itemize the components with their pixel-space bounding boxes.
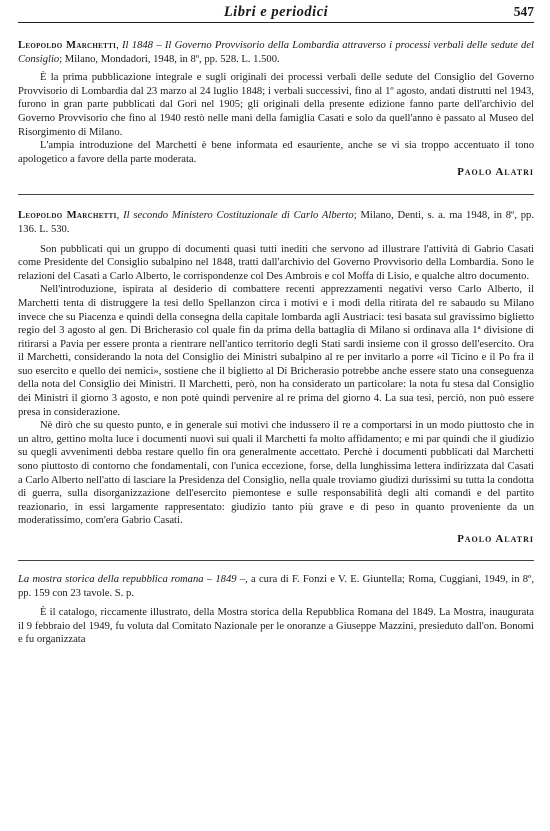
paragraph: Nell'introduzione, ispirata al desiderio di combattere recenti apprezzamenti negativi verso Carlo Alberto, il Marchetti tenta di distruggere la tesi dello Spellanzon circa i motivi e i modi della ritirata del re sabaudo su Milano invece che su Piacenza e quindi della consegna della capitale lombarda agli Austriaci: tesi basata sul gravissimo biglietto regio del 3 agosto al gen. Di Bricherasio col quale fin da prima della battaglia di Milano si ordinava alla 1ª divisione di ritirarsi a Pavia per essere pronta a rientrare nell'antico territorio degli Stati sardi insieme con il grosso dell'esercito. Ora il Marchetti, considerando la nota del Consiglio dei Ministri subalpino al re per invitarlo a porre «il Ticino e il Po fra il suo esercito e quello dei nemici», sostiene che il biglietto al Di Bricherasio potrebbe anche essere stato una conseguenza della nota del Consiglio dei Ministri. Il Marchetti, però, non ha considerato un particolare: la nota fu stesa dal Consiglio dei Ministri il giorno 3 agosto, e non potè quindi pervenire al re prima del giorno 4. La sua tesi, perciò, non può essere presa in considerazione. [18,284,534,418]
section-divider [18,194,534,195]
book-title: La mostra storica della repubblica romana – 1849 – [18,574,246,585]
page [18,0,534,647]
book-title: Il 1848 – Il Governo Provvisorio della Lombardia attraverso i processi verbali delle sedute del Consiglio [18,40,534,65]
review-3 [18,573,534,647]
author: Leopoldo Marchetti [18,210,117,222]
review-body [18,606,534,647]
running-title: Libri e periodici [223,4,329,20]
publication-info: , a cura di F. Fonzi e V. E. Giuntella; Roma, Cuggiani, 1949, in 8º, pp. 159 con 23 tavole. S. p. [18,574,534,599]
review-1 [18,39,534,179]
paragraph: Nè dirò che su questo punto, e in generale sui motivi che indussero il re a comportarsi in un modo piuttosto che in un altro, gettino molta luce i documenti nuovi sui quali il Marchetti fa molto affidamento; e mi par quindi che il giudizio su quegli avvenimenti debba restare quello fin ora generalmente accettato. Perchè i documenti pubblicati dal Marchetti sono piuttosto di contorno che fondamentali, con l'unica eccezione, forse, della lunghissima lettera indirizzata dal Casati a Carlo Alberto nell'atto di lasciare la Presidenza del Consiglio, nella quale troviamo giudizi durissimi su tutta la condotta di guerra, sulla disorganizzazione dell'esercito piemontese e sulle responsabilità degli alti comandi e del partito reazionario, in essi largamente rappresentato: giudizio tanto più grave e di peso in quanto proveniente da un moderatissimo, com'era Gabrio Casati. [18,420,534,527]
running-header [18,0,534,23]
citation: Leopoldo Marchetti, Il secondo Ministero Costituzionale di Carlo Alberto; Milano, Denti, s. a. ma 1948, in 8º, pp. 136. L. 530. [18,210,535,235]
review-body [18,243,534,528]
section-divider [18,560,534,561]
paragraph: L'ampia introduzione del Marchetti è bene informata ed esauriente, anche se vi sia troppo accentuato il tono apologetico a favore della parte moderata. [18,140,534,165]
review-2 [18,209,534,546]
citation: Leopoldo Marchetti, Il 1848 – Il Governo Provvisorio della Lombardia attraverso i processi verbali delle sedute del Consiglio; Milano, Mondadori, 1948, in 8º, pp. 528. L. 1.500. [18,40,534,65]
paragraph: È la prima pubblicazione integrale e sugli originali dei processi verbali delle sedute del Consiglio del Governo Provvisorio di Lombardia dal 23 marzo al 24 luglio 1848; i verbali successivi, fino al 1º agosto, andati distrutti nel 1943, furono in gran parte pubblicati dal Gori nel 1905; gli originali della presente edizione fanno parte dell'archivio del Governo Provvisorio che fino al 1940 restò nelle mani della famiglia Casati e solo da quell'anno è passato al Museo del Risorgimento di Milano. [18,72,534,138]
book-title: Il secondo Ministero Costituzionale di Carlo Alberto [123,210,354,222]
page-number: 547 [513,4,534,19]
author: Leopoldo Marchetti [18,40,117,51]
paragraph: Son pubblicati qui un gruppo di documenti quasi tutti inediti che servono ad illustrare l'attività di Gabrio Casati come Presidente del Consiglio subalpino nel 1848, tratti dall'archivio del Governo Provvisorio della Lombardia. Sono le relazioni del Casati a Carlo Alberto, le corrispondenze col Des Ambrois e col Moffa di Lisio, e qualche altro documento. [18,243,534,282]
publication-info: ; Milano, Denti, s. a. ma 1948, in 8º, pp. 136. L. 530. [18,210,535,235]
publication-info: ; Milano, Mondadori, 1948, in 8º, pp. 528. L. 1.500. [59,53,280,65]
reviewer-signature: Paolo Alatri [457,533,534,545]
reviewer-signature: Paolo Alatri [457,166,534,179]
citation [18,573,534,600]
paragraph: È il catalogo, riccamente illustrato, della Mostra storica della Repubblica Romana del 1849. La Mostra, inaugurata il 9 febbraio del 1949, fu voluta dal Comitato Nazionale per le onoranze a Giuseppe Mazzini, presieduto dall'on. Bonomi e fu organizzata [18,607,534,646]
review-body [18,71,534,166]
